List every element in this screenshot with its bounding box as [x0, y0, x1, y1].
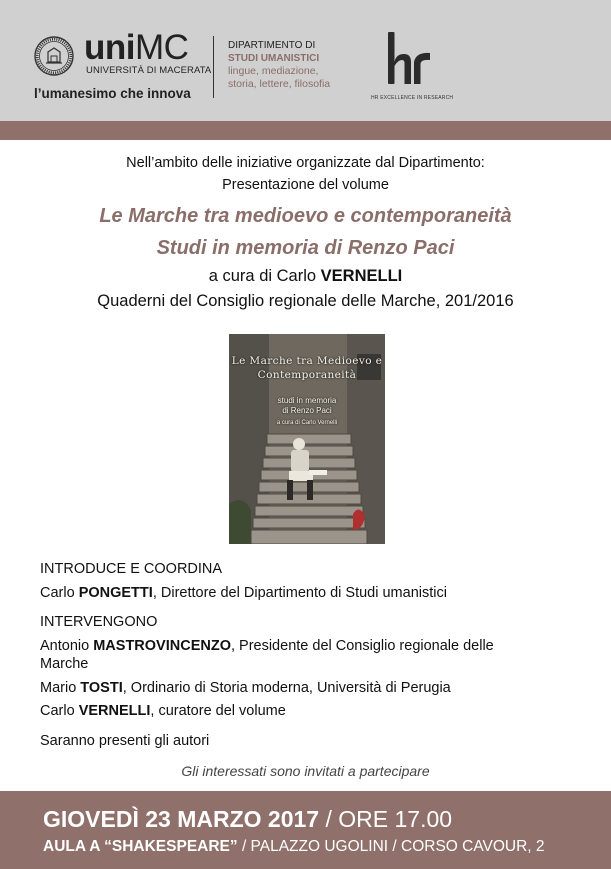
speaker-2-first-name: Mario [40, 680, 81, 696]
speaker-3-last-name: VERNELLI [78, 703, 151, 719]
book-cover-image [229, 334, 385, 544]
dept-line-4: storia, lettere, filosofia [228, 78, 331, 90]
event-date-time [43, 806, 452, 833]
coordinator-line [40, 585, 447, 602]
cover-subtitle [229, 396, 385, 416]
speaker-1-first-name: Antonio [40, 638, 94, 654]
event-room: AULA A “SHAKESPEARE” [43, 838, 238, 855]
invite-note: Gli interessati sono invitati a partecipare [181, 763, 430, 779]
speaker-3-first-name: Carlo [40, 703, 79, 719]
speaker-1-role: , Presidente del Consiglio regionale delle [230, 638, 494, 654]
authors-note: Saranno presenti gli autori [40, 733, 210, 749]
department-name [228, 39, 330, 91]
university-seal-icon [34, 36, 74, 76]
cover-title-line-1: Le Marche tra Medioevo e [231, 355, 383, 367]
speaker-1-role-continued: Marche [40, 656, 89, 672]
intro-line-1: Nell’ambito delle iniziative organizzate dal Dipartimento: [126, 155, 485, 171]
speaker-3-role: , curatore del volume [150, 703, 286, 719]
book-curator [0, 267, 611, 286]
book-title-line-2: Studi in memoria di Renzo Paci [156, 237, 455, 259]
cover-title [229, 354, 385, 382]
coordinator-role: , Direttore del Dipartimento di Studi umanistici [152, 585, 447, 601]
speaker-2-role: , Ordinario di Storia moderna, Università di Perugia [122, 680, 451, 696]
dept-line-2: STUDI UMANISTICI [228, 53, 320, 64]
dept-line-1: DIPARTIMENTO DI [228, 40, 316, 51]
cover-subtitle-line-2: di Renzo Paci [282, 406, 332, 415]
speaker-1-line [40, 638, 494, 655]
speaker-2-line [40, 680, 451, 697]
event-location [43, 838, 545, 856]
hr-excellence-logo-icon [386, 32, 436, 88]
speaker-2-last-name: TOSTI [80, 680, 123, 696]
event-time: / ORE 17.00 [319, 806, 453, 832]
speaker-3-line [40, 703, 286, 720]
book-title-line-1: Le Marche tra medioevo e contemporaneità [99, 205, 512, 227]
header-divider [213, 36, 214, 98]
logo-mc: MC [134, 28, 189, 67]
hr-caption: HR EXCELLENCE IN RESEARCH [371, 95, 454, 101]
university-motto: l’umanesimo che innova [34, 86, 191, 101]
event-place: / PALAZZO UGOLINI / CORSO CAVOUR, 2 [237, 838, 545, 855]
cover-subtitle-line-1: studi in memoria [277, 396, 337, 405]
dept-line-3: lingue, mediazione, [228, 65, 319, 77]
cover-curator: a cura di Carlo Vernelli [276, 420, 338, 426]
cover-title-line-2: Contemporaneità [257, 369, 357, 381]
intro-line-2: Presentazione del volume [222, 177, 389, 193]
book-series: Quaderni del Consiglio regionale delle Marche, 201/2016 [97, 292, 514, 310]
coordinator-first-name: Carlo [40, 585, 79, 601]
speakers-heading: INTERVENGONO [40, 614, 158, 630]
coordinator-last-name: PONGETTI [78, 585, 153, 601]
curator-name: VERNELLI [320, 267, 403, 285]
curator-prefix: a cura di Carlo [208, 267, 321, 285]
unimc-logo [84, 30, 188, 66]
header-accent-band [0, 121, 611, 140]
speaker-1-last-name: MASTROVINCENZO [93, 638, 231, 654]
introduce-heading: INTRODUCE E COORDINA [40, 561, 223, 577]
event-date: GIOVEDÌ 23 MARZO 2017 [43, 806, 320, 832]
university-name: UNIVERSITÀ DI MACERATA [86, 65, 212, 76]
logo-uni: uni [84, 28, 135, 67]
